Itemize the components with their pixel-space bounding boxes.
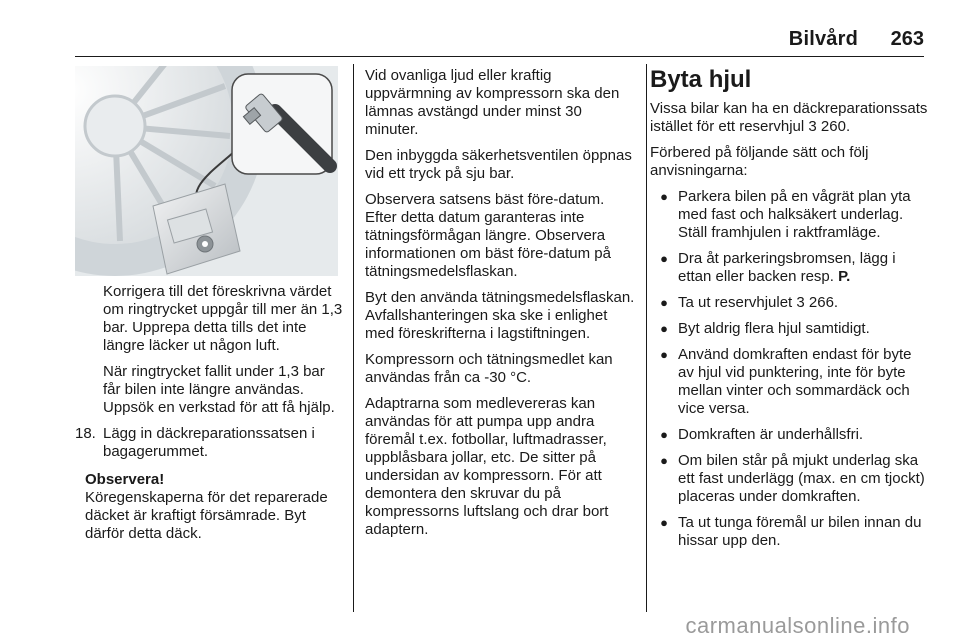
- compressor-illustration-svg: [75, 66, 338, 276]
- intro-paragraph: [650, 100, 928, 136]
- column-divider-left: [353, 64, 354, 612]
- paragraph-noise: Vid ovanliga ljud eller kraftig uppvärmning av kompressorn ska den lämnas avstängd under minst 30 minuter.: [365, 67, 620, 138]
- step-text: Lägg in däckreparationssatsen i bagagerummet.: [103, 425, 315, 460]
- paragraph-best-before: Observera satsens bäst före-datum. Efter detta datum garanteras inte tätningsförmågan längre. Observera informationen om bäst före-datum på tätningsmedelsflaskan.: [365, 191, 611, 280]
- instruction-text-main: Ta ut reservhjulet 3 266.: [678, 294, 839, 311]
- middle-column: [365, 67, 637, 547]
- compressor-illustration: [75, 66, 338, 276]
- instruction-list: [650, 188, 928, 550]
- column-divider-right: [646, 64, 647, 612]
- pressure-note: Korrigera till det föreskrivna värdet om ringtrycket uppgår till mer än 1,3 bar. Upprepa detta tills det inte längre läcker ut någon luft.: [103, 283, 343, 354]
- warning-box: [75, 471, 343, 543]
- paragraph-temperature: Kompressorn och tätningsmedlet kan användas från ca -30 °C.: [365, 351, 613, 386]
- instruction-text: [678, 514, 928, 550]
- bullet-icon: ●: [660, 347, 668, 362]
- instruction-text-emphasis: P.: [838, 268, 851, 285]
- instruction-text-main: Parkera bilen på en vågrät plan yta med fast och halksäkert underlag. Ställ framhjulen i raktframläge.: [678, 188, 911, 241]
- valve-detail-inset: [232, 74, 332, 174]
- instruction-text: [678, 250, 928, 286]
- instruction-text-main: Använd domkraften endast för byte av hjul vid punktering, inte för byte mellan vinter och sommardäck och vice versa.: [678, 346, 912, 417]
- instruction-item: [650, 514, 928, 550]
- right-column: [650, 66, 928, 558]
- instruction-text: [678, 452, 928, 506]
- instruction-text: [678, 320, 870, 338]
- instruction-item: [650, 188, 928, 242]
- intro-text: Vissa bilar kan ha en däckreparationssats istället för ett reservhjul: [650, 100, 928, 135]
- instruction-item: [650, 250, 928, 286]
- bullet-icon: ●: [660, 515, 668, 530]
- low-pressure-note: När ringtrycket fallit under 1,3 bar får bilen inte längre användas. Uppsök en verkstad för att få hjälp.: [103, 363, 335, 416]
- bullet-icon: ●: [660, 189, 668, 204]
- step-18: [75, 425, 343, 461]
- instruction-text: [678, 346, 928, 418]
- bullet-icon: ●: [660, 427, 668, 442]
- page-number: 263: [890, 28, 924, 50]
- bullet-icon: ●: [660, 321, 668, 336]
- bullet-icon: ●: [660, 295, 668, 310]
- instruction-text-main: Byt aldrig flera hjul samtidigt.: [678, 320, 870, 337]
- instruction-text-main: Om bilen står på mjukt underlag ska ett fast underlägg (max. en cm tjockt) placeras under domkraften.: [678, 452, 925, 505]
- step-number: 18.: [75, 425, 96, 442]
- page-header: [0, 24, 960, 54]
- paragraph-valve: Den inbyggda säkerhetsventilen öppnas vid ett tryck på sju bar.: [365, 147, 632, 182]
- preparation-text: Förbered på följande sätt och följ anvisningarna:: [650, 144, 869, 179]
- warning-text: Köregenskaperna för det reparerade däcket är kraftigt försämrade. Byt därför detta däck.: [85, 489, 328, 542]
- paragraph-disposal: Byt den använda tätningsmedelsflaskan. Avfallshanteringen ska ske i enlighet med föreskrifterna i lagstiftningen.: [365, 289, 635, 342]
- paragraph-adapters: Adaptrarna som medlevereras kan användas för att pumpa upp andra föremål t.ex. fotbollar, luftmadrasser, uppblåsbara jollar, etc. De sitter på undersidan av kompressorn. För att demontera den skruvar du på kompressorns luftslang och drar bort adaptern.: [365, 395, 609, 538]
- intro-page-reference: 3 260.: [808, 118, 851, 135]
- instruction-item: [650, 452, 928, 506]
- instruction-text: [678, 426, 863, 444]
- left-column: [75, 283, 343, 543]
- warning-title: Observera!: [85, 471, 165, 488]
- instruction-item: [650, 294, 928, 312]
- watermark: carmanualsonline.info: [685, 613, 910, 638]
- instruction-item: [650, 320, 928, 338]
- section-title: Bilvård: [788, 28, 858, 50]
- instruction-text-main: Ta ut tunga föremål ur bilen innan du hissar upp den.: [678, 514, 922, 549]
- bullet-icon: ●: [660, 251, 668, 266]
- bullet-icon: ●: [660, 453, 668, 468]
- instruction-text-main: Dra åt parkeringsbromsen, lägg i ettan eller backen resp.: [678, 250, 896, 285]
- instruction-text: [678, 188, 928, 242]
- instruction-item: [650, 346, 928, 418]
- section-heading: Byta hjul: [650, 66, 752, 93]
- instruction-text: [678, 294, 838, 312]
- instruction-item: [650, 426, 928, 444]
- instruction-text-main: Domkraften är underhållsfri.: [678, 426, 864, 443]
- header-rule: [75, 56, 924, 57]
